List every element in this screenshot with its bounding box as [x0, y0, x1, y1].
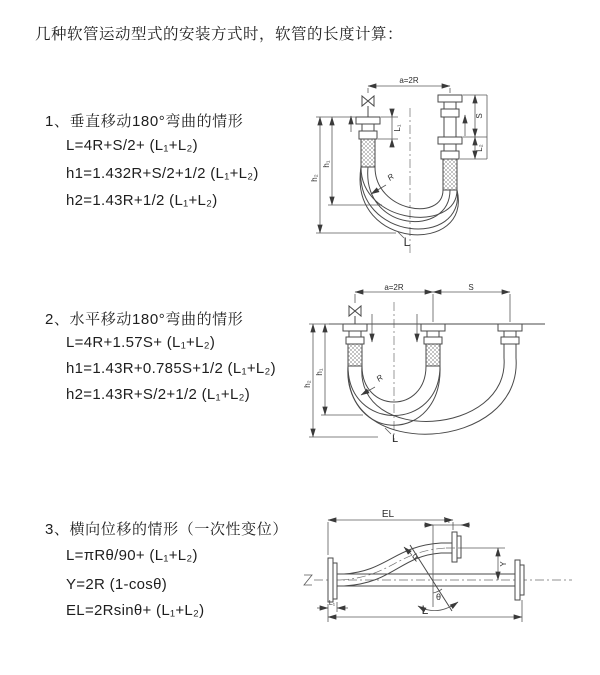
right-flange	[515, 560, 524, 600]
dim-h1-label: h₁	[322, 160, 331, 168]
dim-h2	[310, 117, 320, 233]
middle-fitting	[421, 324, 445, 366]
dim-stroke-label: S	[475, 113, 484, 119]
length-label: L	[391, 433, 399, 445]
dim-el-label: EL	[381, 509, 395, 520]
left-fitting	[356, 117, 380, 167]
dim-l2	[424, 517, 470, 607]
dim-l-label: L	[421, 603, 429, 617]
dim-y-label: Y	[499, 561, 508, 567]
section-3-formula-y: Y=2R (1-cosθ)	[66, 576, 168, 593]
dim-l2-label: L₂	[475, 144, 484, 152]
hose-curves	[340, 543, 460, 586]
braid-section	[348, 344, 362, 366]
diagram-lateral-displacement	[300, 505, 600, 660]
dim-span-label: a=2R	[399, 76, 419, 85]
dim-h1	[315, 324, 325, 415]
dim-span-label: a=2R	[384, 283, 404, 292]
section-3-formula-el: EL=2Rsinθ+ (L₁+L₂)	[66, 602, 205, 619]
valve-icon	[349, 306, 361, 324]
braid-section	[361, 139, 375, 167]
centerline-break-mark	[304, 575, 312, 585]
radius-arrow	[404, 547, 412, 555]
dim-span	[355, 283, 433, 292]
dim-h1	[322, 117, 332, 205]
dim-stroke	[433, 283, 510, 292]
dim-stroke	[463, 95, 487, 137]
section-2-formula-l: L=4R+1.57S+ (L₁+L₂)	[66, 334, 216, 351]
diagram-vertical-movement	[310, 70, 590, 265]
left-fitting	[343, 324, 367, 366]
dim-h2-label: h₂	[310, 174, 319, 182]
length-label: L	[403, 235, 411, 249]
dim-l1-label: L₁	[328, 600, 336, 607]
upper-flange	[441, 532, 461, 562]
dim-stroke-label: S	[468, 283, 474, 292]
radius-label: R	[385, 171, 396, 183]
braid-section	[426, 344, 440, 366]
radius-label: R	[374, 372, 385, 384]
page-title: 几种软管运动型式的安装方式时，软管的长度计算：	[35, 26, 404, 43]
dim-l1-label: L₁	[393, 124, 402, 132]
dim-l	[328, 600, 522, 622]
dim-l1	[378, 109, 402, 147]
dim-h2	[303, 324, 313, 437]
section-1-formula-l: L=4R+S/2+ (L₁+L₂)	[66, 137, 198, 154]
valve-icon	[362, 96, 374, 117]
section-3-heading: 3、横向位移的情形（一次性变位）	[45, 521, 288, 538]
dim-el	[328, 509, 453, 555]
section-2-formula-h1: h1=1.43R+0.785S+1/2 (L₁+L₂)	[66, 360, 276, 377]
dim-l2-label: L₂	[443, 517, 451, 524]
right-fitting	[498, 324, 522, 358]
section-1-formula-h1: h1=1.432R+S/2+1/2 (L₁+L₂)	[66, 165, 259, 182]
section-2-heading: 2、水平移动180°弯曲的情形	[45, 311, 244, 328]
right-fitting	[438, 95, 462, 190]
section-2-formula-h2: h2=1.43R+S/2+1/2 (L₁+L₂)	[66, 386, 251, 403]
dim-span	[368, 76, 450, 93]
dim-l2	[460, 95, 487, 159]
dim-y	[460, 548, 508, 580]
diagram-horizontal-movement	[303, 282, 600, 454]
section-1-heading: 1、垂直移动180°弯曲的情形	[45, 113, 244, 130]
hose-curves	[348, 358, 516, 434]
braid-section	[443, 159, 457, 190]
section-1-formula-h2: h2=1.43R+1/2 (L₁+L₂)	[66, 192, 218, 209]
section-3-formula-l: L=πRθ/90+ (L₁+L₂)	[66, 547, 198, 564]
left-flange	[328, 558, 337, 602]
dim-l1	[317, 600, 348, 612]
angle-theta-label: θ	[436, 592, 442, 602]
dim-h2-label: h₂	[303, 380, 312, 388]
dim-h1-label: h₁	[315, 368, 324, 376]
radius-label: R	[409, 551, 422, 564]
